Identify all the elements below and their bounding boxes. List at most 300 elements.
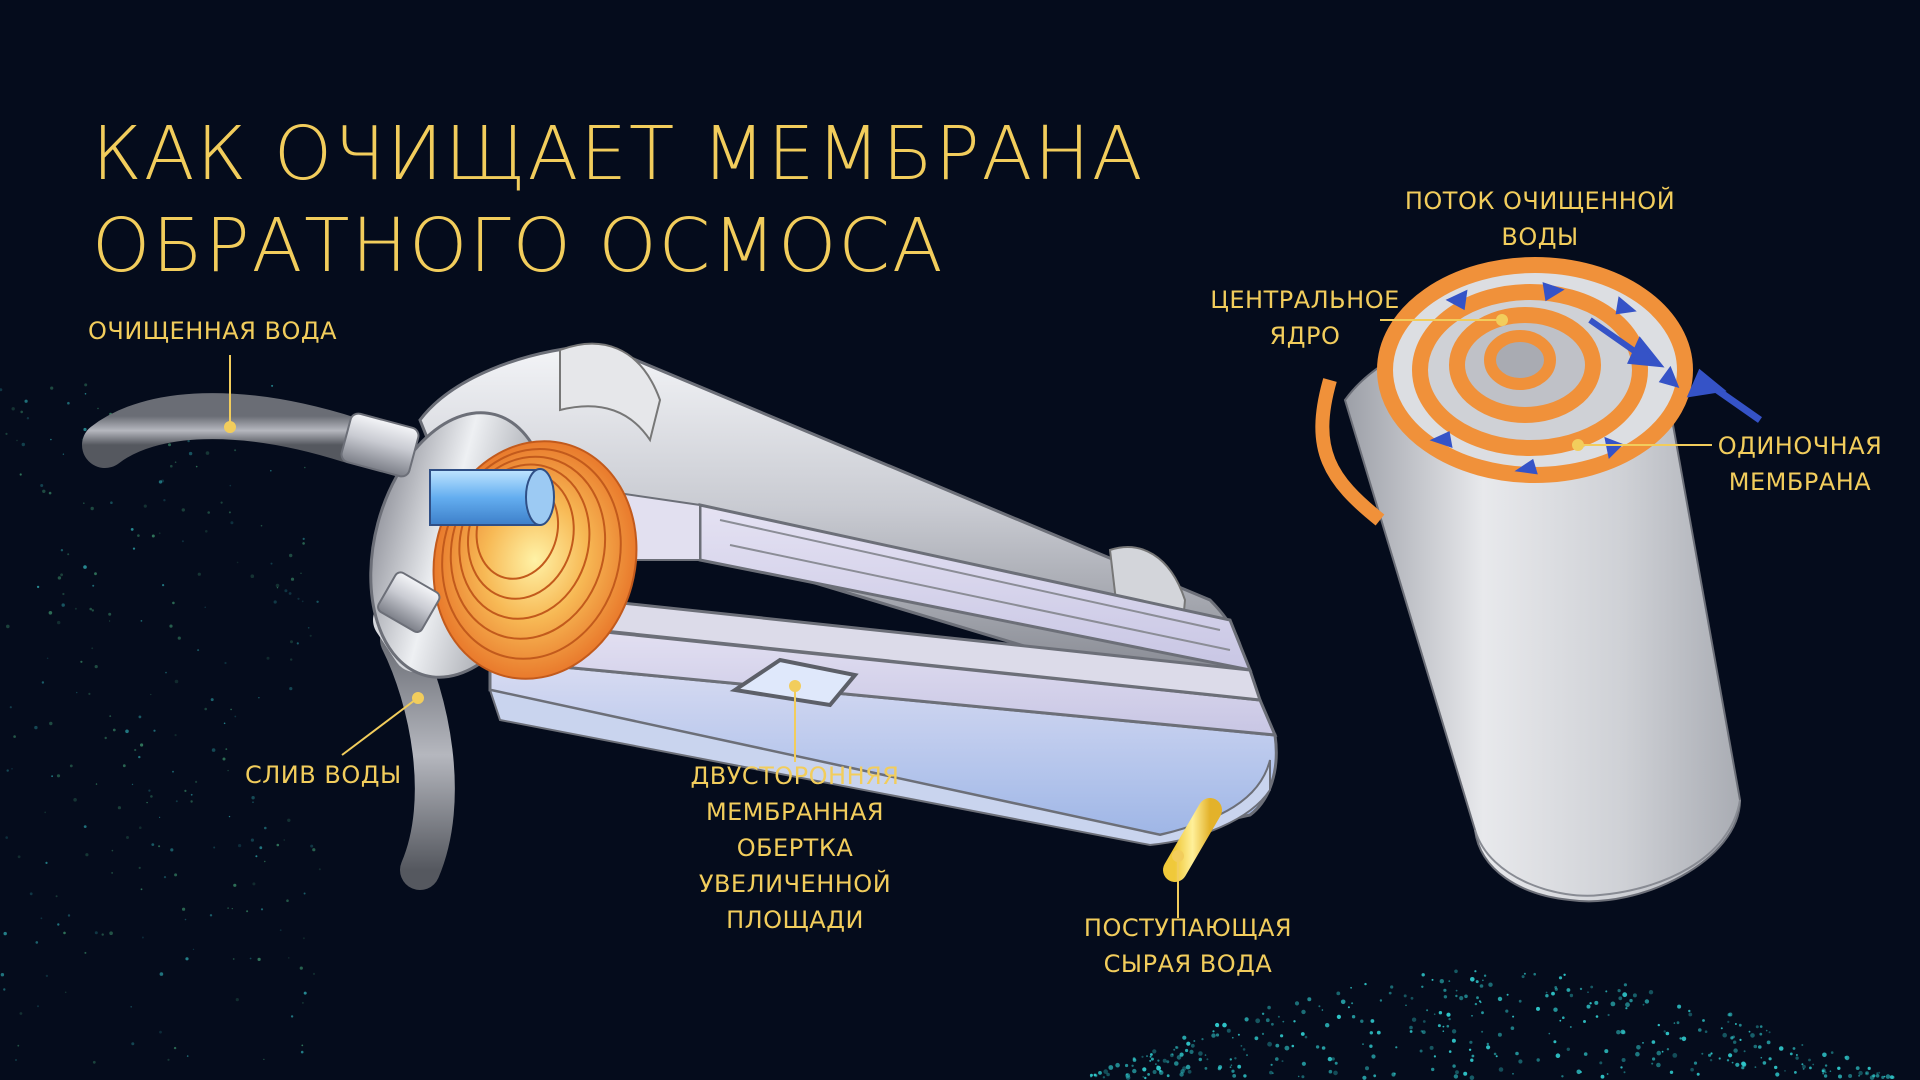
label-purified-flow-line: ПОТОК ОЧИЩЕННОЙ xyxy=(1404,187,1676,215)
particle-dot xyxy=(84,383,87,386)
particle-dot xyxy=(1426,1009,1428,1011)
particle-dot xyxy=(47,658,49,660)
particle-dot xyxy=(92,585,94,587)
particle-dot xyxy=(1282,1060,1284,1062)
particle-dot xyxy=(1182,1036,1186,1040)
particle-dot xyxy=(1404,994,1407,997)
particle-dot xyxy=(227,770,228,771)
particle-dot xyxy=(1524,973,1526,975)
particle-dot xyxy=(290,658,292,660)
particle-dot xyxy=(172,771,174,773)
label-single-membrane xyxy=(1700,428,1900,500)
particle-dot xyxy=(280,929,282,931)
particle-dot xyxy=(1389,992,1392,995)
particle-dot xyxy=(1464,995,1468,999)
particle-dot xyxy=(1455,1070,1459,1074)
particle-dot xyxy=(130,1006,132,1008)
particle-dot xyxy=(1728,1013,1732,1017)
particle-dot xyxy=(1405,1005,1407,1007)
particle-dot xyxy=(288,957,289,958)
particle-dot xyxy=(284,589,287,592)
particle-dot xyxy=(168,443,171,446)
particle-dot xyxy=(1328,1057,1332,1061)
particle-dot xyxy=(1856,1066,1860,1070)
particle-dot xyxy=(1305,1036,1308,1039)
particle-dot xyxy=(1549,1033,1551,1035)
particle-dot xyxy=(1561,1075,1563,1077)
particle-dot xyxy=(264,861,265,862)
particle-dot xyxy=(1150,1056,1152,1058)
label-purified-flow-line: ВОДЫ xyxy=(1501,223,1579,251)
particle-dot xyxy=(1444,995,1447,998)
particle-dot xyxy=(1487,1043,1489,1045)
particle-dot xyxy=(1698,1028,1702,1032)
particle-dot xyxy=(146,802,147,803)
particle-dot xyxy=(232,908,233,909)
particle-dot xyxy=(1370,1031,1373,1034)
particle-dot xyxy=(1790,1053,1793,1056)
particle-dot xyxy=(1664,1030,1666,1032)
particle-dot xyxy=(1872,1074,1875,1077)
particle-dot xyxy=(1498,997,1502,1001)
particle-dot xyxy=(138,756,140,758)
particle-dot xyxy=(1754,1045,1758,1049)
particle-dot xyxy=(234,449,236,451)
particle-dot xyxy=(1589,1002,1591,1004)
particle-dot xyxy=(236,998,239,1001)
particle-dot xyxy=(301,1051,304,1054)
particle-dot xyxy=(1191,1044,1195,1048)
particle-dot xyxy=(1211,1033,1215,1037)
particle-dot xyxy=(170,848,173,851)
particle-dot xyxy=(1577,1070,1582,1075)
particle-dot xyxy=(1472,1055,1475,1058)
particle-dot xyxy=(144,505,147,508)
particle-dot xyxy=(1280,1034,1283,1037)
particle-dot xyxy=(252,882,255,885)
particle-dot xyxy=(1761,1057,1763,1059)
particle-dot xyxy=(1767,1041,1771,1045)
label-double-membrane-line: ДВУСТОРОННЯЯ xyxy=(690,762,900,790)
particle-dot xyxy=(1267,1042,1272,1047)
particle-dot xyxy=(150,795,153,798)
particle-dot xyxy=(160,972,164,976)
particle-dot xyxy=(1199,1058,1202,1061)
particle-dot xyxy=(51,775,53,777)
particle-dot xyxy=(1157,1060,1159,1062)
particle-dot xyxy=(85,853,88,856)
particle-dot xyxy=(1434,1013,1436,1015)
particle-dot xyxy=(1607,1073,1609,1075)
particle-dot xyxy=(1735,1023,1737,1025)
particle-dot xyxy=(169,625,172,628)
particle-dot xyxy=(12,407,15,410)
particle-dot xyxy=(1878,1072,1880,1074)
particle-dot xyxy=(287,819,290,822)
particle-dot xyxy=(1756,1025,1759,1028)
particle-dot xyxy=(1423,1020,1426,1023)
particle-dot xyxy=(1649,990,1653,994)
particle-dot xyxy=(182,508,185,511)
particle-dot xyxy=(1471,1015,1473,1017)
particle-dot xyxy=(1809,1067,1812,1070)
particle-dot xyxy=(1131,1065,1133,1067)
particle-dot xyxy=(111,872,113,874)
particle-dot xyxy=(1475,1003,1477,1005)
particle-dot xyxy=(96,783,97,784)
particle-dot xyxy=(1275,1057,1279,1061)
particle-dot xyxy=(1636,1045,1641,1050)
particle-dot xyxy=(27,417,29,419)
particle-dot xyxy=(1616,1030,1620,1034)
particle-dot xyxy=(182,540,184,542)
particle-dot xyxy=(1645,999,1649,1003)
particle-dot xyxy=(227,907,229,909)
particle-dot xyxy=(1282,1021,1284,1023)
particle-dot xyxy=(1142,1076,1144,1078)
particle-dot xyxy=(212,748,216,752)
particle-dot xyxy=(204,708,207,711)
particle-dot xyxy=(60,573,63,576)
particle-dot xyxy=(1545,994,1548,997)
particle-dot xyxy=(191,794,193,796)
particle-dot xyxy=(1325,1023,1329,1027)
particle-dot xyxy=(1741,1062,1746,1067)
particle-dot xyxy=(11,768,13,770)
particle-dot xyxy=(1801,1063,1803,1065)
particle-dot xyxy=(1749,1031,1751,1033)
particle-dot xyxy=(56,895,58,897)
particle-dot xyxy=(258,697,259,698)
particle-dot xyxy=(126,836,129,839)
particle-dot xyxy=(1362,1076,1366,1080)
label-drain xyxy=(245,757,402,793)
particle-dot xyxy=(159,1031,162,1034)
particle-dot xyxy=(1243,1048,1246,1051)
particle-dot xyxy=(1456,990,1458,992)
particle-dot xyxy=(1515,1052,1519,1056)
particle-dot xyxy=(196,466,198,468)
particle-dot xyxy=(1795,1056,1798,1059)
particle-dot xyxy=(174,873,177,876)
particle-dot xyxy=(270,470,272,472)
particle-dot xyxy=(1422,973,1425,976)
particle-dot xyxy=(1390,985,1393,988)
particle-dot xyxy=(167,1059,169,1061)
particle-dot xyxy=(152,535,155,538)
particle-dot xyxy=(1267,1006,1271,1010)
particle-dot xyxy=(1546,992,1548,994)
particle-dot xyxy=(13,735,16,738)
particle-dot xyxy=(1179,1072,1183,1076)
particle-dot xyxy=(1741,1066,1744,1069)
particle-dot xyxy=(251,574,255,578)
particle-dot xyxy=(1625,1002,1630,1007)
particle-dot xyxy=(63,932,66,935)
particle-dot xyxy=(1769,1057,1772,1060)
particle-dot xyxy=(197,649,199,651)
particle-dot xyxy=(1452,1039,1456,1043)
particle-dot xyxy=(1301,1075,1304,1078)
particle-dot xyxy=(148,790,150,792)
particle-dot xyxy=(1420,1050,1423,1053)
particle-dot xyxy=(1563,974,1565,976)
particle-dot xyxy=(1371,1054,1375,1058)
particle-dot xyxy=(1794,1071,1797,1074)
particle-dot xyxy=(94,572,97,575)
particle-dot xyxy=(1551,992,1555,996)
particle-dot xyxy=(1218,1065,1222,1069)
particle-dot xyxy=(174,1047,176,1049)
label-double-membrane-line: ОБЕРТКА xyxy=(736,834,854,862)
particle-dot xyxy=(133,548,135,550)
particle-dot xyxy=(1394,1073,1396,1075)
particle-dot xyxy=(1721,1027,1723,1029)
particle-dot xyxy=(187,1055,189,1057)
particle-dot xyxy=(1411,997,1414,1000)
particle-dot xyxy=(206,451,210,455)
particle-dot xyxy=(1231,1064,1233,1066)
label-double-membrane xyxy=(655,758,935,938)
particle-dot xyxy=(1115,1063,1120,1068)
particle-dot xyxy=(1845,1056,1850,1061)
particle-dot xyxy=(1682,1037,1687,1042)
particle-dot xyxy=(251,796,254,799)
particle-dot xyxy=(95,931,98,934)
particle-dot xyxy=(1505,1010,1508,1013)
particle-dot xyxy=(1629,999,1632,1002)
label-purified-flow xyxy=(1390,183,1690,255)
particle-dot xyxy=(1697,1073,1700,1076)
particle-dot xyxy=(1739,1024,1742,1027)
particle-dot xyxy=(1760,1025,1763,1028)
particle-dot xyxy=(80,661,82,663)
particle-dot xyxy=(1454,1074,1458,1078)
particle-dot xyxy=(205,607,206,608)
particle-dot xyxy=(91,507,94,510)
particle-dot xyxy=(16,440,17,441)
particle-dot xyxy=(1335,1062,1338,1065)
particle-dot xyxy=(1728,1053,1732,1057)
particle-dot xyxy=(1763,1061,1767,1065)
particle-dot xyxy=(110,501,113,504)
particle-dot xyxy=(304,467,306,469)
particle-dot xyxy=(189,452,192,455)
particle-dot xyxy=(1448,980,1450,982)
particle-dot xyxy=(252,802,253,803)
particle-dot xyxy=(139,867,141,869)
particle-dot xyxy=(170,465,173,468)
particle-dot xyxy=(140,743,143,746)
particle-dot xyxy=(164,876,166,878)
particle-dot xyxy=(1710,1059,1712,1061)
top-fitting xyxy=(340,412,421,478)
particle-dot xyxy=(34,726,37,729)
particle-dot xyxy=(1474,970,1476,972)
label-central-core xyxy=(1185,282,1425,354)
particle-dot xyxy=(1735,1063,1739,1067)
particle-dot xyxy=(1601,1075,1605,1079)
particle-dot xyxy=(102,933,104,935)
particle-dot xyxy=(229,816,230,817)
particle-dot xyxy=(1432,979,1434,981)
particle-dot xyxy=(187,440,189,442)
particle-dot xyxy=(1133,1057,1136,1060)
particle-dot xyxy=(302,601,304,603)
particle-dot xyxy=(1744,1050,1746,1052)
particle-dot xyxy=(1625,1007,1627,1009)
particle-dot xyxy=(1151,1058,1154,1061)
label-double-membrane-line: МЕМБРАННАЯ xyxy=(705,798,885,826)
particle-dot xyxy=(1156,1066,1161,1071)
particle-dot xyxy=(301,1045,303,1047)
particle-dot xyxy=(1733,1048,1737,1052)
particle-dot xyxy=(1622,992,1627,997)
particle-dot xyxy=(1440,979,1444,983)
particle-dot xyxy=(233,958,235,960)
particle-dot xyxy=(271,563,273,565)
particle-dot xyxy=(158,845,160,847)
particle-dot xyxy=(1608,1014,1610,1016)
title-line-2: ОБРАТНОГО ОСМОСА xyxy=(92,203,945,289)
particle-dot xyxy=(1518,1059,1522,1063)
particle-dot xyxy=(18,855,21,858)
particle-dot xyxy=(20,1012,23,1015)
particle-dot xyxy=(1596,1015,1599,1018)
particle-dot xyxy=(1580,988,1582,990)
particle-dot xyxy=(108,613,111,616)
particle-dot xyxy=(1730,1036,1733,1039)
particle-dot xyxy=(1452,1064,1455,1067)
particle-dot xyxy=(1688,1013,1692,1017)
particle-dot xyxy=(57,923,59,925)
particle-dot xyxy=(286,899,289,902)
particle-dot xyxy=(67,553,69,555)
particle-dot xyxy=(1255,1036,1259,1040)
particle-dot xyxy=(1,973,4,976)
particle-dot xyxy=(142,937,144,939)
particle-dot xyxy=(1556,1053,1561,1058)
label-single-membrane-line: ОДИНОЧНАЯ xyxy=(1717,432,1883,460)
particle-dot xyxy=(1360,1020,1363,1023)
particle-dot xyxy=(1643,1004,1645,1006)
particle-dot xyxy=(1708,1054,1711,1057)
particle-dot xyxy=(1447,1025,1450,1028)
particle-dot xyxy=(1831,1051,1834,1054)
particle-dot xyxy=(1567,988,1571,992)
particle-dot xyxy=(1234,1057,1236,1059)
particle-dot xyxy=(1511,1026,1515,1030)
particle-dot xyxy=(1212,1030,1214,1032)
particle-dot xyxy=(92,609,94,611)
particle-dot xyxy=(3,932,6,935)
particle-dot xyxy=(1652,1057,1655,1060)
particle-dot xyxy=(1159,1070,1164,1075)
particle-dot xyxy=(1377,1031,1381,1035)
particle-dot xyxy=(1232,1074,1236,1078)
particle-dot xyxy=(1322,1009,1324,1011)
particle-dot xyxy=(1470,977,1475,982)
particle-dot xyxy=(25,400,28,403)
particle-dot xyxy=(1476,996,1479,999)
particle-dot xyxy=(1448,1018,1450,1020)
particle-dot xyxy=(1559,976,1562,979)
particle-dot xyxy=(1865,1071,1869,1075)
particle-dot xyxy=(1215,1023,1219,1027)
particle-dot xyxy=(3,988,5,990)
particle-dot xyxy=(58,576,61,579)
particle-dot xyxy=(238,844,241,847)
particle-dot xyxy=(1301,1032,1305,1036)
particle-dot xyxy=(1371,1019,1375,1023)
particle-dot xyxy=(1337,1015,1341,1019)
particle-dot xyxy=(1484,975,1486,977)
particle-dot xyxy=(303,937,305,939)
particle-dot xyxy=(1262,1033,1264,1035)
particle-dot xyxy=(1594,1001,1598,1005)
particle-dot xyxy=(1293,1020,1295,1022)
particle-dot xyxy=(250,958,252,960)
particle-dot xyxy=(1801,1044,1803,1046)
particle-dot xyxy=(1333,1071,1338,1076)
particle-dot xyxy=(230,709,232,711)
particle-dot xyxy=(1362,1043,1364,1045)
particle-dot xyxy=(316,601,318,603)
particle-dot xyxy=(1838,1075,1842,1079)
particle-dot xyxy=(0,388,2,391)
particle-dot xyxy=(57,774,60,777)
particle-dot xyxy=(1825,1064,1827,1066)
particle-dot xyxy=(1152,1049,1156,1053)
particle-dot xyxy=(221,502,223,504)
particle-dot xyxy=(1463,1072,1467,1076)
particle-dot xyxy=(67,402,70,405)
particle-dot xyxy=(1095,1075,1097,1077)
particle-dot xyxy=(1125,1073,1130,1078)
particle-dot xyxy=(1488,983,1492,987)
particle-dot xyxy=(289,687,292,690)
particle-dot xyxy=(224,662,226,664)
particle-dot xyxy=(211,698,214,701)
particle-dot xyxy=(193,949,194,950)
particle-dot xyxy=(42,681,44,683)
particle-dot xyxy=(30,892,33,895)
particle-dot xyxy=(1278,1016,1280,1018)
particle-dot xyxy=(93,1061,96,1064)
particle-dot xyxy=(45,862,47,864)
particle-dot xyxy=(1620,1066,1622,1068)
particle-dot xyxy=(123,764,126,767)
particle-dot xyxy=(1454,970,1458,974)
particle-dot xyxy=(1622,1058,1626,1062)
particle-dot xyxy=(213,847,215,849)
particle-dot xyxy=(125,730,129,734)
particle-dot xyxy=(224,723,226,725)
particle-dot xyxy=(195,781,197,783)
particle-dot xyxy=(1759,1033,1762,1036)
particle-dot xyxy=(1189,1050,1193,1054)
particle-dot xyxy=(83,565,87,569)
particle-dot xyxy=(1103,1076,1105,1078)
particle-dot xyxy=(1125,1064,1128,1067)
particle-dot xyxy=(1486,1045,1490,1049)
particle-dot xyxy=(46,975,48,977)
particle-dot xyxy=(1519,1000,1522,1003)
particle-dot xyxy=(310,845,313,848)
particle-dot xyxy=(65,992,67,994)
particle-dot xyxy=(1522,975,1525,978)
particle-dot xyxy=(175,734,177,736)
